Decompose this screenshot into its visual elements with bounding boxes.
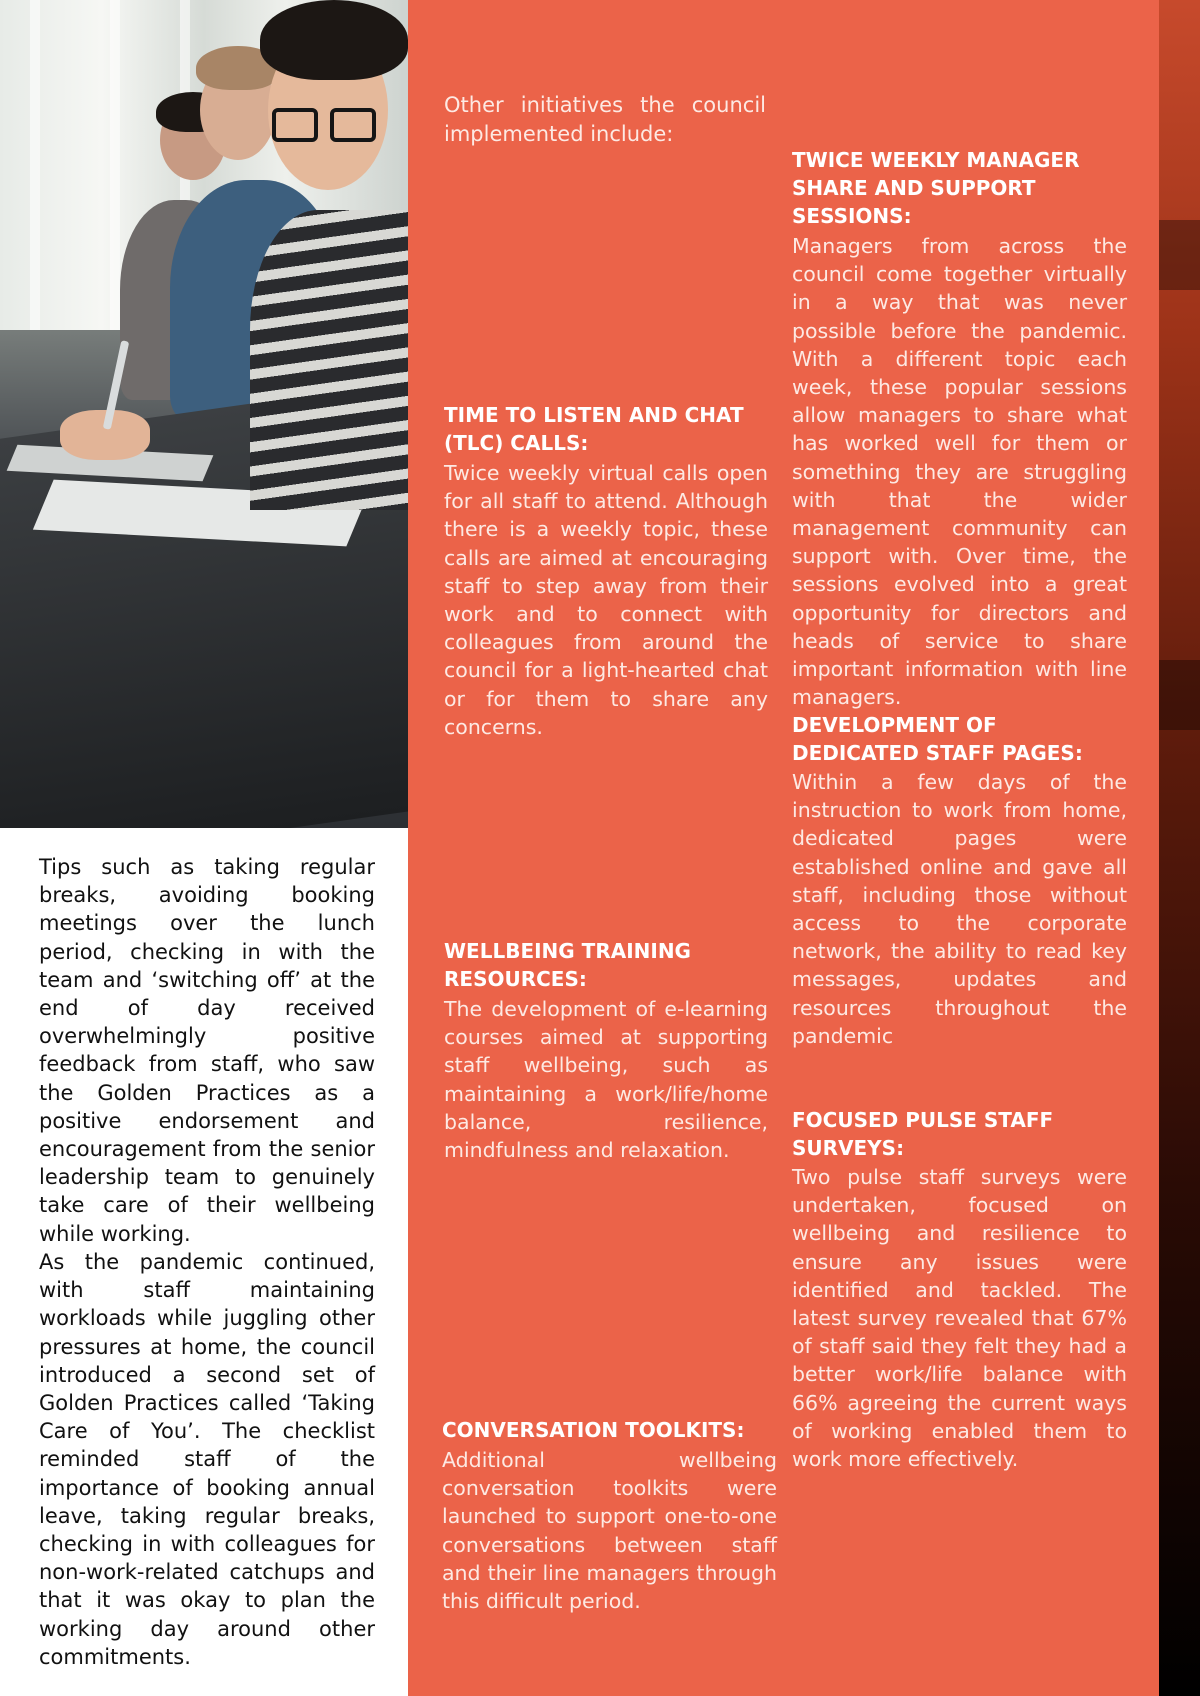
staff-pages-body: Within a few days of the instruction to work from home, dedicated pages were established online and gave all staff, including those without access to the corporate network, the ability to read key messages, updates and resources throughout the pandemic [792,770,1127,1048]
photo-window-frame [110,0,120,330]
photo-window-frame [30,0,40,330]
panel-intro: Other initiatives the council implemented include: [444,93,766,146]
left-paragraph-1: Tips such as taking regular breaks, avoiding booking meetings over the lunch period, checking in with the team and ‘switching off’ at the end of day received overwhelmingly positive feedback from staff, who saw the Golden Practices as a positive endorsement and encouragement from the senior leadership team to genuinely take care of their wellbeing while working. [39,855,375,1246]
office-photo [0,0,408,828]
pulse-surveys-body: Two pulse staff surveys were undertaken, focused on wellbeing and resilience to ensure any issues were identified and tackled. The latest survey revealed that 67% of staff said they felt they had a better work/life balance with 66% agreeing the current ways of working enabled them to work more effectively. [792,1165,1127,1472]
photo-striped-top [250,210,408,510]
manager-sessions-heading: TWICE WEEKLY MANAGER SHARE AND SUPPORT SESSIONS: [792,148,1080,228]
tlc-body: Twice weekly virtual calls open for all staff to attend. Although there is a weekly topic, these calls are aimed at encouraging staff to step away from their work and to connect with colleagues from around the council for a light-hearted chat or for them to share any concerns. [444,461,768,739]
toolkits-heading: CONVERSATION TOOLKITS: [442,1418,745,1442]
tlc-heading: TIME TO LISTEN AND CHAT (TLC) CALLS: [444,403,744,455]
pulse-surveys-heading: FOCUSED PULSE STAFF SURVEYS: [792,1108,1054,1160]
training-body: The development of e-learning courses aimed at supporting staff wellbeing, such as maintaining a work/life/home balance, resilience, mindfulness and relaxation. [444,997,768,1163]
photo-edge-shadow [1159,660,1200,730]
photo-edge-strip [1159,0,1200,1696]
photo-edge-shadow [1159,220,1200,290]
photo-glasses [272,108,318,142]
staff-pages-heading: DEVELOPMENT OF DEDICATED STAFF PAGES: [792,713,1083,765]
toolkits-body: Additional wellbeing conversation toolkits were launched to support one-to-one conversations between staff and their line managers through this difficult period. [442,1448,777,1614]
photo-glasses [330,108,376,142]
manager-sessions-body: Managers from across the council come together virtually in a way that was never possible before the pandemic. With a different topic each week, these popular sessions allow managers to share what has worked well for them or something they are struggling with that the wider management community can support with. Over time, the sessions evolved into a great opportunity for directors and heads of service to share important information with line managers. [792,234,1127,710]
left-paragraph-2: As the pandemic continued, with staff maintaining workloads while juggling other pressures at home, the council introduced a second set of Golden Practices called ‘Taking Care of You’. The checklist reminded staff of the importance of booking annual leave, taking regular breaks, checking in with colleagues for non-work-related catchups and that it was okay to plan the working day around other commitments. [39,1250,375,1669]
training-heading: WELLBEING TRAINING RESOURCES: [444,939,691,991]
photo-woman-hair [260,0,408,80]
